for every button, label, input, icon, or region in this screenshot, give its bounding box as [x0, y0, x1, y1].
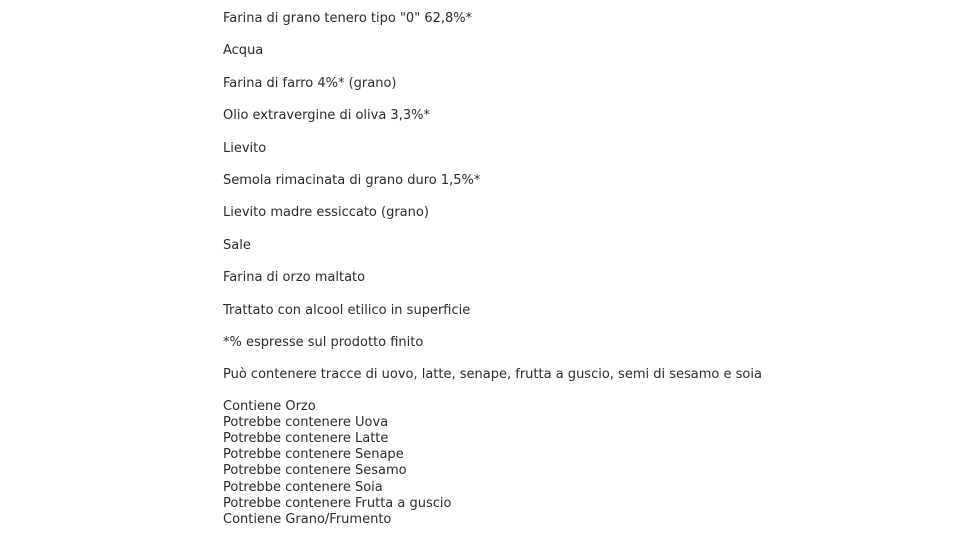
allergen-item: Potrebbe contenere Latte [223, 431, 389, 447]
allergen-item: Potrebbe contenere Senape [223, 447, 404, 463]
ingredient-list [223, 10, 923, 384]
percentage-footnote: *% espresse sul prodotto finito [223, 334, 424, 350]
allergen-list [223, 399, 923, 529]
allergen-item: Potrebbe contenere Uova [223, 414, 389, 430]
allergen-item: Contiene Orzo [223, 398, 316, 414]
ingredient-item: Trattato con alcool etilico in superficie [223, 302, 471, 318]
product-ingredients-panel [223, 10, 923, 528]
ingredient-item: Farina di orzo maltato [223, 270, 366, 286]
ingredient-item: Olio extravergine di oliva 3,3%* [223, 108, 430, 124]
ingredient-item: Farina di farro 4%* (grano) [223, 75, 397, 91]
allergen-item: Potrebbe contenere Soia [223, 479, 383, 495]
allergen-item: Potrebbe contenere Sesamo [223, 463, 407, 479]
allergen-item: Potrebbe contenere Frutta a guscio [223, 495, 452, 511]
ingredient-item: Lievito madre essiccato (grano) [223, 205, 429, 221]
ingredient-item: Lievito [223, 140, 267, 156]
traces-warning: Può contenere tracce di uovo, latte, senape, frutta a guscio, semi di sesamo e soia [223, 367, 762, 383]
ingredient-item: Farina di grano tenero tipo "0" 62,8%* [223, 11, 473, 26]
ingredient-item: Acqua [223, 43, 264, 59]
allergen-item: Contiene Grano/Frumento [223, 512, 392, 527]
ingredient-item: Sale [223, 237, 251, 253]
ingredient-item: Semola rimacinata di grano duro 1,5%* [223, 172, 481, 188]
